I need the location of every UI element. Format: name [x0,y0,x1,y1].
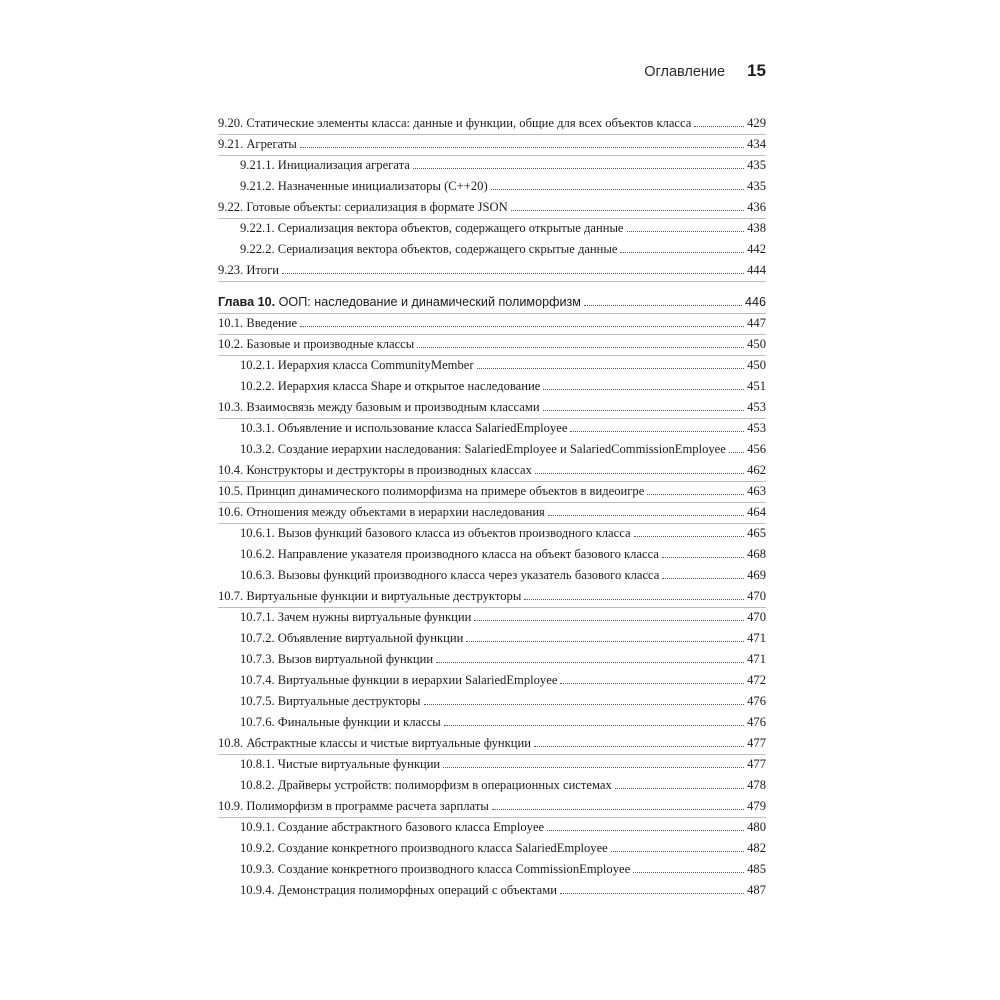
toc-section-chapter-10 [218,314,766,902]
entry-label: 10.9.3. Создание конкретного производного класса CommissionEmployee [240,862,631,876]
entry-label: 10.2. Базовые и производные классы [218,337,415,351]
leader-dots [611,850,744,852]
entry-label: 9.23. Итоги [218,263,279,277]
entry-page: 429 [747,116,766,130]
toc-subentry [218,219,766,240]
toc-subentry [218,671,766,692]
leader-dots [560,682,744,684]
entry-label: 10.9.4. Демонстрация полиморфных операций с объектами [240,883,557,897]
toc-subentry [218,440,766,461]
entry-page: 470 [747,589,766,603]
leader-dots [543,409,745,411]
entry-label: 10.7.4. Виртуальные функции в иерархии SalariedEmployee [240,673,558,687]
entry-page: 470 [747,610,766,624]
entry-label: 10.7.6. Финальные функции и классы [240,715,441,729]
toc-entry [218,503,766,524]
leader-dots [543,388,744,390]
leader-dots [443,766,744,768]
entry-page: 479 [747,799,766,813]
entry-label: 9.20. Статические элементы класса: данные и функции, общие для всех объектов класса [218,116,692,130]
entry-label: 9.21. Агрегаты [218,137,297,151]
toc-entry [218,797,766,818]
entry-page: 450 [747,337,766,351]
leader-dots [491,188,744,190]
toc-subentry [218,818,766,839]
leader-dots [729,451,744,453]
leader-dots [534,745,744,747]
entry-page: 468 [747,547,766,561]
entry-label: 10.3.2. Создание иерархии наследования: SalariedEmployee и SalariedCommissionEmployee [240,442,726,456]
entry-page: 462 [747,463,766,477]
leader-dots [634,535,745,537]
entry-page: 464 [747,505,766,519]
entry-page: 435 [747,179,766,193]
entry-page: 463 [747,484,766,498]
toc-subentry [218,377,766,398]
entry-label: 10.2.2. Иерархия класса Shape и открытое наследование [240,379,541,393]
entry-label: 9.21.1. Инициализация агрегата [240,158,410,172]
leader-dots [647,493,744,495]
leader-dots [511,209,744,211]
entry-label: 10.7. Виртуальные функции и виртуальные деструкторы [218,589,522,603]
toc-subentry [218,860,766,881]
entry-label: 10.6. Отношения между объектами в иерархии наследования [218,505,545,519]
entry-label: 10.8.1. Чистые виртуальные функции [240,757,441,771]
entry-label: 10.4. Конструкторы и деструкторы в производных классах [218,463,532,477]
toc-subentry [218,524,766,545]
running-header-title: Оглавление [644,64,726,80]
leader-dots [548,514,744,516]
leader-dots [444,724,744,726]
leader-dots [300,146,744,148]
leader-dots [560,892,744,894]
toc-subentry [218,755,766,776]
entry-page: 453 [747,400,766,414]
leader-dots [615,787,744,789]
entry-label: 10.7.3. Вызов виртуальной функции [240,652,434,666]
toc-subentry [218,240,766,261]
leader-dots [547,829,744,831]
leader-dots [282,272,744,274]
entry-label: 10.7.2. Объявление виртуальной функции [240,631,464,645]
chapter-title: ООП: наследование и динамический полиморфизм [278,295,581,309]
leader-dots [584,304,742,306]
entry-page: 450 [747,358,766,372]
entry-page: 456 [747,442,766,456]
toc-subentry [218,881,766,902]
entry-page: 471 [747,652,766,666]
entry-page: 435 [747,158,766,172]
entry-label: 10.3. Взаимосвязь между базовым и производным классами [218,400,540,414]
entry-page: 482 [747,841,766,855]
toc-subentry [218,156,766,177]
toc-entry [218,314,766,335]
entry-page: 469 [747,568,766,582]
leader-dots [424,703,745,705]
entry-page: 465 [747,526,766,540]
entry-label: 9.22.1. Сериализация вектора объектов, содержащего открытые данные [240,221,624,235]
entry-page: 442 [747,242,766,256]
entry-label: 10.1. Введение [218,316,298,330]
leader-dots [662,556,744,558]
leader-dots [662,577,744,579]
toc-subentry [218,629,766,650]
leader-dots [477,367,745,369]
leader-dots [436,661,744,663]
entry-page: 434 [747,137,766,151]
entry-label: 10.3.1. Объявление и использование класса SalariedEmployee [240,421,568,435]
entry-label: 10.6.2. Направление указателя производного класса на объект базового класса [240,547,659,561]
entry-label: 10.9. Полиморфизм в программе расчета зарплаты [218,799,489,813]
entry-page: 477 [747,736,766,750]
leader-dots [492,808,744,810]
leader-dots [627,230,745,232]
entry-label: 10.6.1. Вызов функций базового класса из объектов производного класса [240,526,631,540]
leader-dots [620,251,744,253]
toc-section-chapter-9 [218,114,766,282]
entry-page: 476 [747,694,766,708]
toc-entry [218,261,766,282]
leader-dots [535,472,744,474]
toc-entry [218,135,766,156]
entry-label: 9.22.2. Сериализация вектора объектов, содержащего скрытые данные [240,242,618,256]
entry-label: 10.5. Принцип динамического полиморфизма на примере объектов в видеоигре [218,484,645,498]
page-header [218,61,766,81]
entry-page: 472 [747,673,766,687]
toc-subentry [218,776,766,797]
entry-label: 10.7.1. Зачем нужны виртуальные функции [240,610,472,624]
chapter-label [218,295,581,310]
leader-dots [570,430,744,432]
toc-chapter-heading [218,293,766,314]
toc-subentry [218,839,766,860]
chapter-page: 446 [744,295,766,309]
entry-label: 10.8.2. Драйверы устройств: полиморфизм в операционных системах [240,778,612,792]
entry-page: 436 [747,200,766,214]
toc-entry [218,482,766,503]
leader-dots [300,325,744,327]
leader-dots [474,619,744,621]
entry-page: 476 [747,715,766,729]
page-number: 15 [747,61,766,80]
leader-dots [413,167,744,169]
toc-subentry [218,650,766,671]
leader-dots [524,598,744,600]
leader-dots [417,346,744,348]
toc-subentry [218,545,766,566]
leader-dots [694,125,744,127]
toc-entry [218,335,766,356]
toc-subentry [218,419,766,440]
entry-label: 10.9.2. Создание конкретного производного класса SalariedEmployee [240,841,608,855]
toc-subentry [218,566,766,587]
toc-entry [218,198,766,219]
entry-page: 451 [747,379,766,393]
table-of-contents [218,114,766,902]
entry-label: 9.22. Готовые объекты: сериализация в формате JSON [218,200,508,214]
toc-entry [218,587,766,608]
toc-subentry [218,177,766,198]
entry-page: 444 [747,263,766,277]
entry-page: 471 [747,631,766,645]
toc-entry [218,461,766,482]
entry-label: 10.2.1. Иерархия класса CommunityMember [240,358,474,372]
toc-subentry [218,356,766,377]
entry-page: 447 [747,316,766,330]
leader-dots [633,871,744,873]
entry-page: 487 [747,883,766,897]
entry-page: 478 [747,778,766,792]
entry-page: 485 [747,862,766,876]
chapter-number: Глава 10. [218,295,276,309]
entry-label: 10.6.3. Вызовы функций производного класса через указатель базового класса [240,568,660,582]
entry-label: 10.7.5. Виртуальные деструкторы [240,694,421,708]
toc-subentry [218,713,766,734]
leader-dots [466,640,744,642]
entry-page: 453 [747,421,766,435]
toc-subentry [218,692,766,713]
entry-page: 438 [747,221,766,235]
entry-label: 10.8. Абстрактные классы и чистые виртуальные функции [218,736,531,750]
toc-entry [218,734,766,755]
entry-label: 9.21.2. Назначенные инициализаторы (C++20) [240,179,488,193]
toc-entry [218,398,766,419]
toc-entry [218,114,766,135]
toc-subentry [218,608,766,629]
entry-page: 477 [747,757,766,771]
entry-label: 10.9.1. Создание абстрактного базового класса Employee [240,820,545,834]
entry-page: 480 [747,820,766,834]
